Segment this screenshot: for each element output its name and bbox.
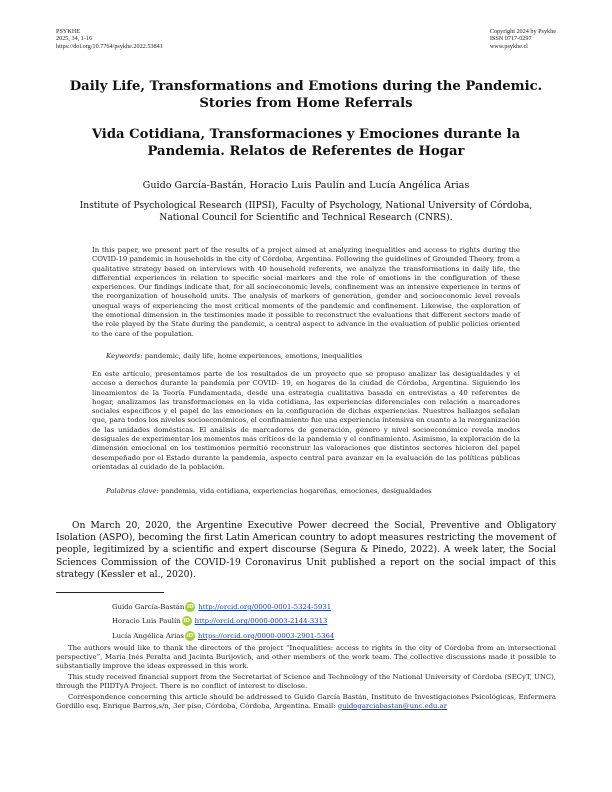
- orcid-entry: [112, 614, 334, 628]
- correspondence-text: Correspondence concerning this article should be addressed to Guido García Bastán, Instituto de Investigaciones Psicológicas, Enfermera Gordillo esq. Enrique Barros,s/n, 3er piso, Córdoba, Córdoba, Argentina. Email:: [56, 692, 556, 710]
- volume-pages: 2025, 34, 1-16: [56, 35, 93, 43]
- correspondence-note: [56, 693, 556, 711]
- abstract-spanish: En este artículo, presentamos parte de los resultados de un proyecto que se propuso analizar las desigualdades y el acceso a derechos durante la pandemia por COVID- 19, en hogares de la ciudad de Córdoba, Argentina. Siguiendo los lineamientos de la Teoría Fundamentada, desde una estrategia cualitativa basada en entrevistas a 40 referentes de hogar, analizamos las transformaciones en la vida cotidiana, las experiencias diferenciales con relación a marcadores sociales específicos y el papel de las emociones en la configuración de dichas experiencias. Nuestros hallazgos señalan que, para todos los niveles socioeconómicos, el confinamiento fue una experiencia intensiva en cuanto a la reorganización de las unidades domésticas. El análisis de marcadores de generación, género y nivel socioeconómico revela modos desiguales de experimentar los momentos más críticos de la pandemia y el confinamiento. Asimismo, la exploración de la dimensión emocional en los testimonios permitió reconstruir las valoraciones que distintos sectores hicieron del papel desempeñado por el Estado durante la pandemia, aspecto central para avanzar en la evaluación de las políticas públicas orientadas al cuidado de la población.: [92, 370, 520, 471]
- intro-paragraph: On March 20, 2020, the Argentine Executive Power decreed the Social, Preventive and Obligatory Isolation (ASPO), becoming the first Latin American country to adopt measures restricting the movement of people, legitimized by a scientific and expert discourse (Segura & Pinedo, 2022). A week later, the Social Sciences Commission of the COVID-19 Coronavirus Unit published a report on the social impact of this strategy (Kessler et al., 2020).: [56, 521, 556, 580]
- title-english: [56, 78, 556, 112]
- affiliation-line1: Institute of Psychological Research (IIPSI), Faculty of Psychology, National University of Córdoba,: [79, 201, 533, 211]
- orcid-entry: [112, 600, 334, 614]
- title-spanish-line1: Vida Cotidiana, Transformaciones y Emociones durante la: [91, 127, 521, 142]
- orcid-author-name: Guido García-Bastán: [112, 603, 185, 611]
- acknowledgment-note: The authors would like to thank the directors of the project “Inequalities: access to rights in the city of Córdoba from an intersectional perspective”, María Inés Peralta and Jacinta Burijovich, and other members of the work team. The collective discussions made it possible to substantially improve the ideas expressed in this work.: [56, 644, 556, 671]
- author-notes: [56, 644, 556, 712]
- copyright-notice: Copyright 2024 by Psykhe: [489, 28, 556, 35]
- palabras-clave-label: Palabras clave: [106, 487, 157, 495]
- orcid-author-name: Lucía Angélica Arias: [112, 631, 184, 640]
- title-spanish: [56, 126, 556, 160]
- orcid-icon[interactable]: iD: [187, 604, 194, 611]
- abstract-english: In this paper, we present part of the results of a project aimed at analyzing inequalities and access to rights during the COVID-19 pandemic in households in the city of Córdoba, Argentina. Following the guidelines of Grounded Theory, from a qualitative strategy based on interviews with 40 household referents, we analyze the transformations in daily life, the differential experiences in relation to specific social markers and the role of emotions in the configuration of these experiences. Our findings indicate that, for all socioeconomic levels, confinement was an intensive experience in terms of the reorganization of household units. The analysis of markers of generation, gender and socioeconomic level reveals unequal ways of experiencing the most critical moments of the pandemic and confinement. Likewise, the exploration of the emotional dimension in the testimonies made it possible to reconstruct the evaluations that different sectors made of the role played by the State during the pandemic, a central aspect to advance in the evaluation of public policies oriented to the care of the population.: [92, 246, 520, 338]
- funding-note: This study received financial support from the Secretariat of Science and Technology of the National University of Córdoba (SECyT, UNC), through the PIIDTyA Project. There is no conflict of interest to disclose.: [56, 672, 556, 690]
- keywords-spanish: [106, 487, 520, 496]
- keywords-english: [106, 352, 520, 361]
- orcid-link[interactable]: http://orcid.org/0000-0003-2144-3313: [194, 617, 328, 626]
- journal-website[interactable]: www.psykhe.cl: [489, 42, 528, 50]
- affiliation: [56, 200, 556, 224]
- orcid-link[interactable]: https://orcid.org/0000-0003-2901-5364: [197, 631, 335, 640]
- issn: ISSN 0717-0297: [489, 35, 532, 43]
- title-english-line1: Daily Life, Transformations and Emotions during the Pandemic.: [69, 79, 543, 94]
- affiliation-line2: National Council for Scientific and Technical Research (CNRS).: [159, 213, 453, 223]
- title-spanish-line2: Pandemia. Relatos de Referentes de Hogar: [147, 144, 465, 159]
- doi-link[interactable]: https://doi.org/10.7764/psykhe.2022.53841: [56, 42, 163, 50]
- keywords-label: Keywords: [106, 352, 141, 360]
- journal-name: PSYKHE: [56, 28, 81, 35]
- orcid-list: [112, 600, 334, 643]
- email-link[interactable]: guidogarciabastan@unc.edu.ar: [337, 701, 448, 710]
- title-english-line2: Stories from Home Referrals: [199, 96, 413, 111]
- orcid-link[interactable]: http://orcid.org/0000-0001-5324-5931: [198, 603, 332, 611]
- keywords-text: : pandemic, daily life, home experiences, emotions, inequalities: [140, 352, 363, 360]
- orcid-entry: [112, 629, 334, 643]
- author-list: Guido García-Bastán, Horacio Luis Paulín and Lucía Angélica Arias: [142, 180, 470, 191]
- orcid-icon[interactable]: iD: [183, 618, 190, 625]
- orcid-icon[interactable]: iD: [186, 632, 194, 639]
- palabras-clave-text: : pandemia, vida cotidiana, experiencias hogareñas, emociones, desigualdades: [156, 487, 432, 495]
- footnote-divider: [56, 592, 164, 593]
- orcid-author-name: Horacio Luis Paulín: [112, 617, 181, 626]
- running-header-right: [490, 28, 556, 50]
- running-header-left: [56, 28, 163, 50]
